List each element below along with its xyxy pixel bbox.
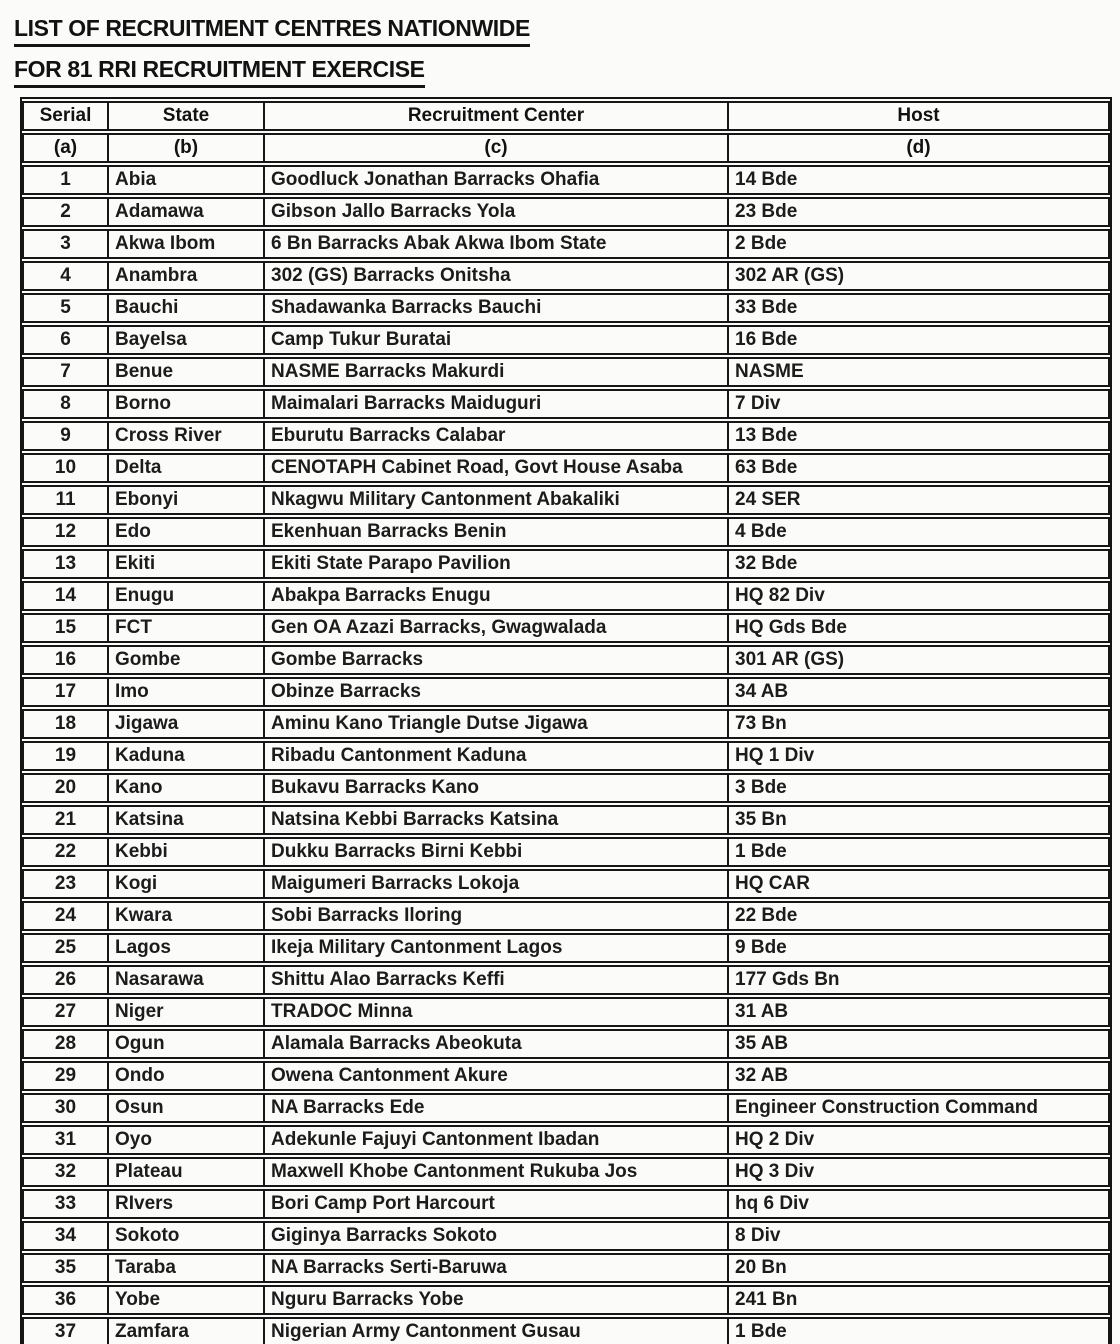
cell-state: Jigawa <box>107 709 263 739</box>
cell-state: Cross River <box>107 421 263 451</box>
cell-host: 22 Bde <box>727 901 1110 931</box>
cell-serial: 29 <box>22 1061 107 1091</box>
table-row <box>22 773 1110 803</box>
cell-center: Abakpa Barracks Enugu <box>263 581 727 611</box>
cell-serial: 8 <box>22 389 107 419</box>
table-row <box>22 933 1110 963</box>
cell-host: 24 SER <box>727 485 1110 515</box>
cell-serial: 12 <box>22 517 107 547</box>
cell-host: HQ 82 Div <box>727 581 1110 611</box>
cell-serial: 9 <box>22 421 107 451</box>
cell-state: Enugu <box>107 581 263 611</box>
document-title: LIST OF RECRUITMENT CENTRES NATIONWIDE <box>14 15 530 47</box>
table-row <box>22 677 1110 707</box>
cell-center: Ikeja Military Cantonment Lagos <box>263 933 727 963</box>
cell-state: Imo <box>107 677 263 707</box>
cell-center: Goodluck Jonathan Barracks Ohafia <box>263 165 727 195</box>
cell-serial: 17 <box>22 677 107 707</box>
cell-serial: 14 <box>22 581 107 611</box>
table-row <box>22 869 1110 899</box>
cell-serial: 28 <box>22 1029 107 1059</box>
cell-host: HQ 2 Div <box>727 1125 1110 1155</box>
cell-center: Sobi Barracks Iloring <box>263 901 727 931</box>
cell-state: Kaduna <box>107 741 263 771</box>
cell-center: Dukku Barracks Birni Kebbi <box>263 837 727 867</box>
cell-state: Ebonyi <box>107 485 263 515</box>
cell-center: Bori Camp Port Harcourt <box>263 1189 727 1219</box>
cell-center: Owena Cantonment Akure <box>263 1061 727 1091</box>
cell-serial: 1 <box>22 165 107 195</box>
cell-state: Ogun <box>107 1029 263 1059</box>
cell-serial: 27 <box>22 997 107 1027</box>
document-subtitle: FOR 81 RRI RECRUITMENT EXERCISE <box>14 56 425 88</box>
col-header-host: Host <box>727 101 1110 131</box>
cell-center: 6 Bn Barracks Abak Akwa Ibom State <box>263 229 727 259</box>
table-row <box>22 613 1110 643</box>
table-row <box>22 901 1110 931</box>
cell-state: Delta <box>107 453 263 483</box>
cell-host: 7 Div <box>727 389 1110 419</box>
cell-center: Camp Tukur Buratai <box>263 325 727 355</box>
cell-state: Nasarawa <box>107 965 263 995</box>
cell-serial: 34 <box>22 1221 107 1251</box>
cell-host: 4 Bde <box>727 517 1110 547</box>
cell-center: Shittu Alao Barracks Keffi <box>263 965 727 995</box>
cell-serial: 21 <box>22 805 107 835</box>
cell-state: Lagos <box>107 933 263 963</box>
cell-center: NA Barracks Ede <box>263 1093 727 1123</box>
cell-host: 13 Bde <box>727 421 1110 451</box>
cell-serial: 31 <box>22 1125 107 1155</box>
cell-center: Shadawanka Barracks Bauchi <box>263 293 727 323</box>
table-body <box>22 165 1110 1344</box>
cell-state: Kano <box>107 773 263 803</box>
cell-serial: 20 <box>22 773 107 803</box>
cell-serial: 10 <box>22 453 107 483</box>
table-row <box>22 709 1110 739</box>
cell-center: Nkagwu Military Cantonment Abakaliki <box>263 485 727 515</box>
table-row <box>22 1221 1110 1251</box>
table-row <box>22 1253 1110 1283</box>
cell-state: Ekiti <box>107 549 263 579</box>
cell-center: Ribadu Cantonment Kaduna <box>263 741 727 771</box>
cell-host: 33 Bde <box>727 293 1110 323</box>
cell-state: Adamawa <box>107 197 263 227</box>
cell-serial: 2 <box>22 197 107 227</box>
cell-host: 302 AR (GS) <box>727 261 1110 291</box>
cell-serial: 35 <box>22 1253 107 1283</box>
cell-center: Obinze Barracks <box>263 677 727 707</box>
cell-state: Borno <box>107 389 263 419</box>
cell-host: 35 Bn <box>727 805 1110 835</box>
cell-state: Zamfara <box>107 1317 263 1344</box>
cell-state: Oyo <box>107 1125 263 1155</box>
cell-serial: 25 <box>22 933 107 963</box>
cell-host: 32 Bde <box>727 549 1110 579</box>
table-row <box>22 1189 1110 1219</box>
cell-host: 14 Bde <box>727 165 1110 195</box>
cell-state: Kebbi <box>107 837 263 867</box>
table-row <box>22 357 1110 387</box>
cell-host: Engineer Construction Command <box>727 1093 1110 1123</box>
title-line-1 <box>14 15 1120 47</box>
table-row <box>22 837 1110 867</box>
cell-serial: 11 <box>22 485 107 515</box>
table-row <box>22 517 1110 547</box>
cell-center: Adekunle Fajuyi Cantonment Ibadan <box>263 1125 727 1155</box>
cell-host: 9 Bde <box>727 933 1110 963</box>
table-row <box>22 581 1110 611</box>
cell-state: Kwara <box>107 901 263 931</box>
cell-state: Kogi <box>107 869 263 899</box>
cell-state: Katsina <box>107 805 263 835</box>
table-row <box>22 453 1110 483</box>
cell-state: Edo <box>107 517 263 547</box>
cell-center: Nguru Barracks Yobe <box>263 1285 727 1315</box>
cell-state: Plateau <box>107 1157 263 1187</box>
cell-center: Ekiti State Parapo Pavilion <box>263 549 727 579</box>
cell-host: hq 6 Div <box>727 1189 1110 1219</box>
col-header-recruitment-center: Recruitment Center <box>263 101 727 131</box>
cell-host: HQ CAR <box>727 869 1110 899</box>
cell-state: Taraba <box>107 1253 263 1283</box>
table-row <box>22 1029 1110 1059</box>
cell-center: NA Barracks Serti-Baruwa <box>263 1253 727 1283</box>
cell-center: Maimalari Barracks Maiduguri <box>263 389 727 419</box>
cell-center: Ekenhuan Barracks Benin <box>263 517 727 547</box>
cell-state: Anambra <box>107 261 263 291</box>
document-header <box>0 0 1120 88</box>
cell-host: 35 AB <box>727 1029 1110 1059</box>
cell-center: Gombe Barracks <box>263 645 727 675</box>
cell-state: RIvers <box>107 1189 263 1219</box>
cell-host: 241 Bn <box>727 1285 1110 1315</box>
cell-host: 63 Bde <box>727 453 1110 483</box>
header-row-keys <box>22 133 1110 163</box>
table-row <box>22 421 1110 451</box>
cell-state: Ondo <box>107 1061 263 1091</box>
cell-host: 2 Bde <box>727 229 1110 259</box>
table-row <box>22 1093 1110 1123</box>
cell-serial: 16 <box>22 645 107 675</box>
cell-state: Abia <box>107 165 263 195</box>
cell-serial: 26 <box>22 965 107 995</box>
col-key-d: (d) <box>727 133 1110 163</box>
cell-center: CENOTAPH Cabinet Road, Govt House Asaba <box>263 453 727 483</box>
cell-center: Giginya Barracks Sokoto <box>263 1221 727 1251</box>
cell-serial: 5 <box>22 293 107 323</box>
cell-host: 32 AB <box>727 1061 1110 1091</box>
cell-state: Osun <box>107 1093 263 1123</box>
cell-center: Maxwell Khobe Cantonment Rukuba Jos <box>263 1157 727 1187</box>
col-key-b: (b) <box>107 133 263 163</box>
cell-state: Niger <box>107 997 263 1027</box>
table-row <box>22 645 1110 675</box>
cell-host: 3 Bde <box>727 773 1110 803</box>
title-line-2 <box>14 56 1120 88</box>
cell-state: Benue <box>107 357 263 387</box>
recruitment-centres-table <box>20 97 1112 1344</box>
cell-serial: 37 <box>22 1317 107 1344</box>
cell-state: Gombe <box>107 645 263 675</box>
cell-serial: 19 <box>22 741 107 771</box>
cell-host: 8 Div <box>727 1221 1110 1251</box>
cell-host: 20 Bn <box>727 1253 1110 1283</box>
cell-state: Akwa Ibom <box>107 229 263 259</box>
cell-center: Eburutu Barracks Calabar <box>263 421 727 451</box>
cell-serial: 24 <box>22 901 107 931</box>
cell-host: 23 Bde <box>727 197 1110 227</box>
cell-serial: 33 <box>22 1189 107 1219</box>
col-header-serial: Serial <box>22 101 107 131</box>
cell-host: 1 Bde <box>727 1317 1110 1344</box>
table-row <box>22 485 1110 515</box>
cell-center: Natsina Kebbi Barracks Katsina <box>263 805 727 835</box>
cell-serial: 13 <box>22 549 107 579</box>
table-row <box>22 549 1110 579</box>
table-row <box>22 741 1110 771</box>
cell-state: Bayelsa <box>107 325 263 355</box>
cell-host: HQ 3 Div <box>727 1157 1110 1187</box>
cell-state: Bauchi <box>107 293 263 323</box>
cell-serial: 6 <box>22 325 107 355</box>
table-row <box>22 293 1110 323</box>
col-key-a: (a) <box>22 133 107 163</box>
table-row <box>22 1317 1110 1344</box>
table-row <box>22 389 1110 419</box>
cell-host: HQ 1 Div <box>727 741 1110 771</box>
cell-center: Gibson Jallo Barracks Yola <box>263 197 727 227</box>
cell-serial: 22 <box>22 837 107 867</box>
cell-state: Yobe <box>107 1285 263 1315</box>
cell-center: Bukavu Barracks Kano <box>263 773 727 803</box>
cell-center: Gen OA Azazi Barracks, Gwagwalada <box>263 613 727 643</box>
cell-host: NASME <box>727 357 1110 387</box>
cell-serial: 3 <box>22 229 107 259</box>
cell-serial: 36 <box>22 1285 107 1315</box>
table-row <box>22 165 1110 195</box>
table-row <box>22 965 1110 995</box>
cell-host: 1 Bde <box>727 837 1110 867</box>
cell-center: Alamala Barracks Abeokuta <box>263 1029 727 1059</box>
cell-serial: 7 <box>22 357 107 387</box>
cell-center: Nigerian Army Cantonment Gusau <box>263 1317 727 1344</box>
table-row <box>22 1125 1110 1155</box>
cell-host: 34 AB <box>727 677 1110 707</box>
cell-center: NASME Barracks Makurdi <box>263 357 727 387</box>
cell-serial: 15 <box>22 613 107 643</box>
cell-host: 31 AB <box>727 997 1110 1027</box>
table-row <box>22 1157 1110 1187</box>
cell-serial: 18 <box>22 709 107 739</box>
col-header-state: State <box>107 101 263 131</box>
cell-host: HQ Gds Bde <box>727 613 1110 643</box>
cell-state: FCT <box>107 613 263 643</box>
cell-state: Sokoto <box>107 1221 263 1251</box>
table-row <box>22 805 1110 835</box>
table-row <box>22 197 1110 227</box>
cell-host: 73 Bn <box>727 709 1110 739</box>
col-key-c: (c) <box>263 133 727 163</box>
table-row <box>22 229 1110 259</box>
cell-serial: 30 <box>22 1093 107 1123</box>
table-header <box>22 101 1110 163</box>
cell-center: 302 (GS) Barracks Onitsha <box>263 261 727 291</box>
table-row <box>22 325 1110 355</box>
cell-host: 177 Gds Bn <box>727 965 1110 995</box>
cell-center: Maigumeri Barracks Lokoja <box>263 869 727 899</box>
cell-center: Aminu Kano Triangle Dutse Jigawa <box>263 709 727 739</box>
cell-serial: 32 <box>22 1157 107 1187</box>
cell-serial: 4 <box>22 261 107 291</box>
table-row <box>22 997 1110 1027</box>
table-row <box>22 261 1110 291</box>
cell-serial: 23 <box>22 869 107 899</box>
cell-host: 16 Bde <box>727 325 1110 355</box>
cell-host: 301 AR (GS) <box>727 645 1110 675</box>
table-row <box>22 1285 1110 1315</box>
cell-center: TRADOC Minna <box>263 997 727 1027</box>
header-row-labels <box>22 101 1110 131</box>
table-row <box>22 1061 1110 1091</box>
